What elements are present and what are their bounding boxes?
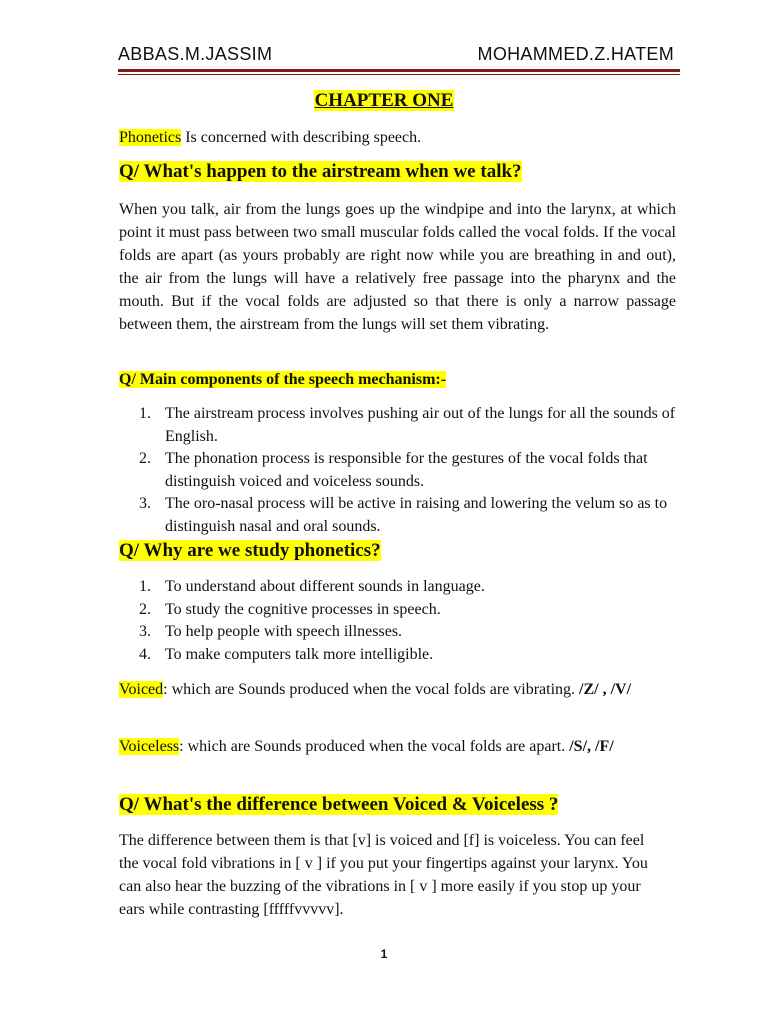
question-speech-mechanism: Q/ Main components of the speech mechanism:-: [119, 371, 447, 388]
header-rule: [118, 69, 680, 72]
page-number: 1: [380, 947, 388, 961]
phonetics-text: Is concerned with describing speech.: [181, 129, 422, 146]
speech-mechanism-list: [119, 403, 676, 538]
question-voiced-voiceless: Q/ What's the difference between Voiced & Voiceless ?: [119, 794, 559, 815]
question-airstream: Q/ What's happen to the airstream when we talk?: [119, 161, 522, 182]
answer-voiced-voiceless: The difference between them is that [v] is voiced and [f] is voiceless. You can feel the vocal fold vibrations in [ v ] if you put your fingertips against your larynx. You can also hear the buzzing of the vibrations in [ v ] more easily if you stop up your ears while contrasting [fffffvvvvv].: [119, 832, 648, 918]
answer-airstream: When you talk, air from the lungs goes up the windpipe and into the larynx, at which point it must pass between two small muscular folds called the vocal folds. If the vocal folds are apart (as yours probably are right now while you are breathing in and out), the air from the lungs will have a relatively free passage into the pharynx and the mouth. But if the vocal folds are adjusted so that there is only a narrow passage between them, the airstream from the lungs will set them vibrating.: [119, 201, 676, 333]
list-item: 2. To study the cognitive processes in speech.: [139, 600, 441, 618]
why-phonetics-list: [119, 576, 676, 666]
phonetics-term: Phonetics: [119, 129, 182, 146]
voiceless-definition: [119, 735, 664, 758]
list-item: 3. The oro-nasal process will be active in raising and lowering the velum so as to distinguish nasal and oral sounds.: [139, 495, 668, 535]
header-author-right: MOHAMMED.Z.HATEM: [477, 44, 674, 64]
chapter-title: CHAPTER ONE: [314, 90, 454, 111]
header-rule-thin: [118, 74, 680, 75]
list-item: 2. The phonation process is responsible for the gestures of the vocal folds that distinguish voiced and voiceless sounds.: [139, 450, 648, 490]
voiceless-term: Voiceless: [119, 738, 180, 755]
phonetics-definition: [119, 126, 676, 149]
list-item: 1. The airstream process involves pushing air out of the lungs for all the sounds of English.: [139, 405, 676, 445]
header-author-left: ABBAS.M.JASSIM: [118, 44, 273, 64]
page-header: [118, 44, 674, 70]
voiced-text: : which are Sounds produced when the vocal folds are vibrating.: [163, 681, 580, 698]
list-item: 3. To help people with speech illnesses.: [139, 623, 403, 640]
voiced-term: Voiced: [119, 681, 164, 698]
voiceless-examples: /S/, /F/: [569, 738, 614, 755]
voiced-definition: [119, 678, 664, 701]
list-item: 4. To make computers talk more intelligible.: [139, 645, 434, 663]
list-item: 1. To understand about different sounds in language.: [139, 578, 485, 595]
voiced-examples: /Z/ , /V/: [579, 681, 632, 698]
voiceless-text: : which are Sounds produced when the vocal folds are apart.: [179, 738, 570, 755]
question-why-phonetics: Q/ Why are we study phonetics?: [119, 540, 381, 561]
